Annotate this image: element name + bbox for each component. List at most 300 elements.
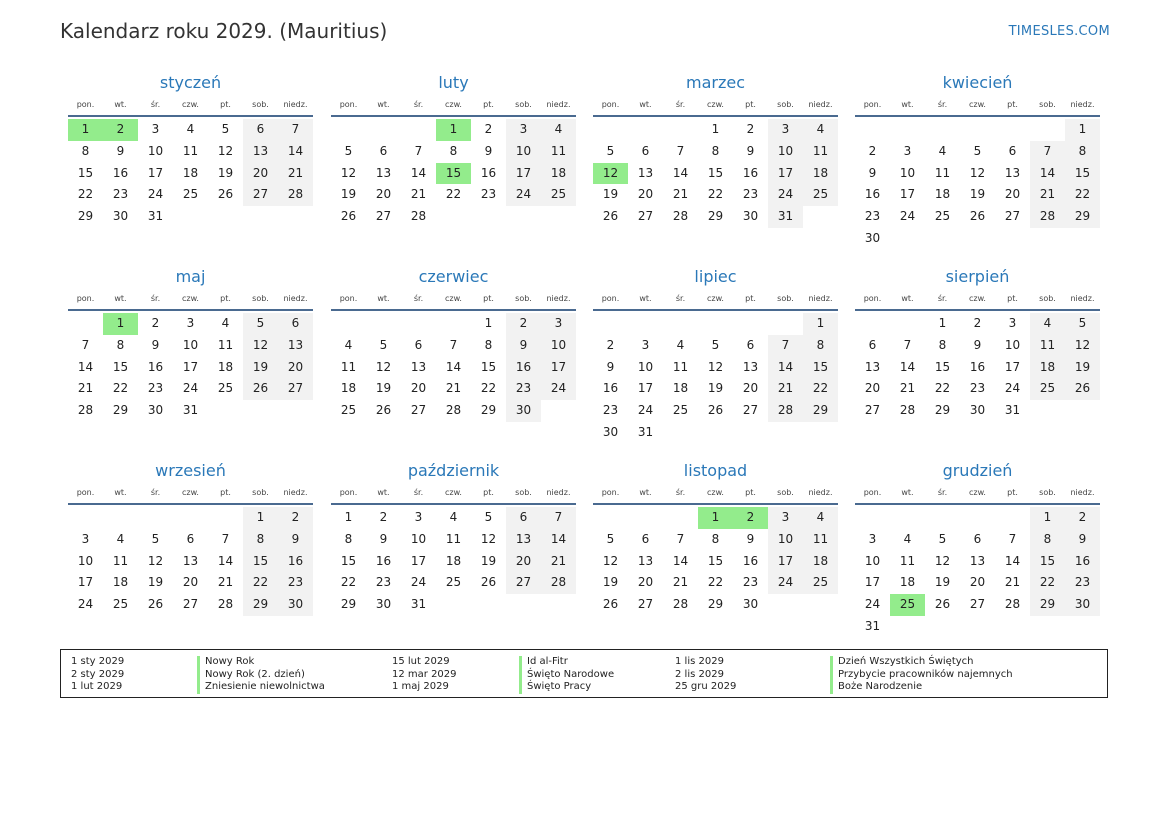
day-cell: 22 — [1030, 572, 1065, 594]
day-cell: 7 — [1008, 531, 1017, 546]
day-cell: 26 — [147, 597, 164, 612]
day-cell: 3 — [81, 531, 90, 546]
day-cell: 2 — [278, 507, 313, 529]
day-cell: 14 — [672, 165, 689, 180]
weekday-label: czw. — [969, 100, 986, 109]
weekday-label: niedz. — [808, 100, 833, 109]
day-cell: 27 — [969, 597, 986, 612]
day-cell: 22 — [340, 575, 357, 590]
weekday-label: wt. — [377, 100, 390, 109]
day-cell: 12 — [480, 531, 497, 546]
day-cell: 25 — [672, 403, 689, 418]
empty-day-cell — [890, 507, 925, 529]
empty-day-cell — [436, 313, 471, 335]
day-cell: 22 — [707, 187, 724, 202]
day-cell: 30 — [742, 597, 759, 612]
day-cell: 31 — [864, 618, 881, 633]
empty-day-cell — [593, 313, 628, 335]
holiday-day-cell: 25 — [890, 594, 925, 616]
day-cell: 16 — [147, 359, 164, 374]
day-cell: 30 — [375, 597, 392, 612]
day-cell: 26 — [707, 403, 724, 418]
day-cell: 11 — [112, 553, 129, 568]
day-cell: 28 — [1004, 597, 1021, 612]
day-cell: 22 — [803, 378, 838, 400]
empty-day-cell — [925, 119, 960, 141]
legend-date: 2 sty 2029 — [71, 668, 125, 680]
weekday-label: czw. — [182, 294, 199, 303]
day-cell: 31 — [1004, 403, 1021, 418]
weekday-label: czw. — [182, 488, 199, 497]
weekday-label: wt. — [114, 488, 127, 497]
day-cell: 25 — [340, 403, 357, 418]
day-cell: 2 — [484, 122, 493, 136]
day-cell: 15 — [480, 359, 497, 374]
weekday-label: pon. — [601, 294, 620, 303]
day-cell: 29 — [112, 403, 129, 418]
month-calendar — [593, 72, 838, 228]
day-cell: 28 — [672, 597, 689, 612]
month-name: luty — [438, 73, 469, 92]
day-cell: 17 — [410, 553, 427, 568]
day-grid — [331, 119, 576, 228]
day-cell: 13 — [506, 529, 541, 551]
day-cell: 5 — [973, 143, 982, 158]
day-cell: 24 — [410, 575, 427, 590]
day-cell: 19 — [969, 187, 986, 202]
day-cell: 1 — [711, 122, 720, 136]
day-cell: 7 — [676, 531, 685, 546]
empty-day-cell — [68, 313, 103, 335]
day-cell: 19 — [602, 575, 619, 590]
day-cell: 24 — [182, 381, 199, 396]
weekday-label: wt. — [377, 488, 390, 497]
day-cell: 29 — [77, 209, 94, 224]
day-cell: 16 — [742, 165, 759, 180]
day-cell: 9 — [278, 529, 313, 551]
legend-holiday-name: Nowy Rok — [205, 656, 255, 667]
holiday-day-cell: 1 — [68, 119, 103, 141]
day-cell: 10 — [541, 335, 576, 357]
day-cell: 11 — [672, 359, 689, 374]
site-link[interactable]: TIMESLES.COM — [1008, 24, 1110, 39]
day-cell: 2 — [506, 313, 541, 335]
empty-day-cell — [208, 507, 243, 529]
day-cell: 27 — [182, 597, 199, 612]
month-name: maj — [175, 267, 206, 286]
day-cell: 24 — [147, 187, 164, 202]
day-cell: 27 — [742, 403, 759, 418]
empty-day-cell — [628, 507, 663, 529]
day-cell: 24 — [77, 597, 94, 612]
day-cell: 7 — [676, 143, 685, 158]
day-cell: 21 — [1004, 575, 1021, 590]
empty-day-cell — [173, 507, 208, 529]
holiday-day-cell: 2 — [103, 119, 138, 141]
day-cell: 15 — [803, 357, 838, 379]
day-cell: 12 — [217, 143, 234, 158]
day-cell: 31 — [182, 403, 199, 418]
weekday-label: śr. — [413, 100, 424, 109]
day-cell: 2 — [151, 316, 160, 330]
day-cell: 3 — [641, 337, 650, 352]
day-cell: 15 — [1065, 163, 1100, 185]
empty-day-cell — [663, 313, 698, 335]
day-cell: 2 — [973, 316, 982, 330]
day-cell: 12 — [375, 359, 392, 374]
day-cell: 30 — [864, 230, 881, 245]
day-cell: 4 — [676, 337, 685, 352]
day-cell: 19 — [707, 381, 724, 396]
empty-day-cell — [138, 507, 173, 529]
day-cell: 23 — [278, 572, 313, 594]
day-cell: 27 — [375, 209, 392, 224]
day-cell: 11 — [803, 141, 838, 163]
day-cell: 20 — [375, 187, 392, 202]
day-cell: 22 — [934, 381, 951, 396]
day-cell: 12 — [147, 553, 164, 568]
empty-day-cell — [855, 119, 890, 141]
day-cell: 8 — [1065, 141, 1100, 163]
day-cell: 21 — [768, 378, 803, 400]
weekday-label: niedz. — [283, 294, 308, 303]
month-name: sierpień — [945, 267, 1010, 286]
day-cell: 5 — [606, 143, 615, 158]
day-cell: 10 — [899, 165, 916, 180]
weekday-label: pt. — [483, 294, 494, 303]
legend-holiday-name: Zniesienie niewolnictwa — [205, 681, 325, 692]
day-cell: 18 — [182, 165, 199, 180]
month-calendar — [855, 72, 1100, 250]
day-cell: 1 — [243, 507, 278, 529]
day-cell: 18 — [340, 381, 357, 396]
day-cell: 1 — [1030, 507, 1065, 529]
weekday-label: wt. — [901, 294, 914, 303]
day-cell: 3 — [186, 316, 195, 330]
day-cell: 18 — [803, 163, 838, 185]
day-cell: 3 — [1008, 316, 1017, 330]
day-cell: 4 — [803, 507, 838, 529]
weekday-header — [68, 97, 313, 117]
day-cell: 5 — [711, 337, 720, 352]
weekday-label: czw. — [969, 294, 986, 303]
day-cell: 3 — [151, 122, 160, 136]
legend-date: 2 lis 2029 — [675, 668, 724, 680]
weekday-label: sob. — [777, 488, 794, 497]
empty-day-cell — [593, 507, 628, 529]
month-calendar — [68, 72, 313, 228]
legend-date: 1 sty 2029 — [71, 656, 125, 667]
weekday-label: sob. — [252, 100, 269, 109]
day-cell: 25 — [445, 575, 462, 590]
weekday-label: śr. — [675, 100, 686, 109]
day-cell: 14 — [672, 553, 689, 568]
weekday-header — [855, 291, 1100, 311]
weekday-label: niedz. — [808, 488, 833, 497]
day-cell: 11 — [803, 529, 838, 551]
day-cell: 23 — [742, 187, 759, 202]
day-cell: 23 — [742, 575, 759, 590]
day-cell: 25 — [217, 381, 234, 396]
weekday-label: śr. — [413, 294, 424, 303]
day-cell: 17 — [147, 165, 164, 180]
day-cell: 14 — [217, 553, 234, 568]
day-cell: 28 — [410, 209, 427, 224]
day-cell: 17 — [637, 381, 654, 396]
holiday-day-cell: 1 — [103, 313, 138, 335]
weekday-label: pt. — [483, 488, 494, 497]
empty-day-cell — [401, 313, 436, 335]
weekday-label: czw. — [445, 100, 462, 109]
day-cell: 14 — [899, 359, 916, 374]
day-cell: 11 — [934, 165, 951, 180]
weekday-header — [855, 97, 1100, 117]
day-cell: 6 — [278, 313, 313, 335]
weekday-label: niedz. — [283, 100, 308, 109]
day-cell: 24 — [864, 597, 881, 612]
day-cell: 18 — [541, 163, 576, 185]
day-cell: 18 — [1030, 357, 1065, 379]
day-cell: 18 — [899, 575, 916, 590]
weekday-label: niedz. — [546, 100, 571, 109]
day-cell: 26 — [480, 575, 497, 590]
day-cell: 8 — [803, 335, 838, 357]
day-cell: 15 — [243, 551, 278, 573]
weekday-label: pt. — [1007, 488, 1018, 497]
holiday-day-cell: 1 — [436, 119, 471, 141]
day-cell: 7 — [278, 119, 313, 141]
month-calendar — [855, 266, 1100, 422]
day-cell: 18 — [934, 187, 951, 202]
day-cell: 12 — [243, 335, 278, 357]
day-cell: 19 — [243, 357, 278, 379]
weekday-header — [331, 291, 576, 311]
day-cell: 12 — [707, 359, 724, 374]
day-grid — [593, 507, 838, 616]
day-cell: 20 — [243, 163, 278, 185]
weekday-label: pt. — [745, 488, 756, 497]
day-cell: 5 — [379, 337, 388, 352]
day-cell: 8 — [938, 337, 947, 352]
day-cell: 21 — [899, 381, 916, 396]
day-cell: 13 — [742, 359, 759, 374]
month-name: listopad — [683, 461, 748, 480]
day-cell: 30 — [112, 209, 129, 224]
month-calendar — [855, 460, 1100, 638]
weekday-label: niedz. — [1070, 488, 1095, 497]
weekday-label: pon. — [863, 294, 882, 303]
day-cell: 26 — [243, 378, 278, 400]
weekday-label: niedz. — [1070, 294, 1095, 303]
day-cell: 14 — [278, 141, 313, 163]
day-cell: 4 — [803, 119, 838, 141]
day-cell: 19 — [375, 381, 392, 396]
day-cell: 31 — [637, 424, 654, 439]
day-cell: 5 — [344, 143, 353, 158]
day-cell: 25 — [182, 187, 199, 202]
month-calendar — [593, 460, 838, 616]
weekday-label: wt. — [639, 100, 652, 109]
weekday-label: śr. — [413, 488, 424, 497]
day-cell: 4 — [903, 531, 912, 546]
day-cell: 27 — [637, 597, 654, 612]
day-cell: 20 — [864, 381, 881, 396]
day-cell: 8 — [1030, 529, 1065, 551]
day-cell: 26 — [602, 209, 619, 224]
empty-day-cell — [593, 119, 628, 141]
weekday-label: pon. — [863, 100, 882, 109]
day-cell: 29 — [243, 594, 278, 616]
day-cell: 13 — [278, 335, 313, 357]
day-cell: 15 — [1030, 551, 1065, 573]
day-cell: 18 — [445, 553, 462, 568]
day-cell: 18 — [217, 359, 234, 374]
day-cell: 21 — [541, 551, 576, 573]
day-grid — [855, 507, 1100, 638]
legend-holiday-name: Dzień Wszystkich Świętych — [838, 656, 974, 667]
weekday-label: śr. — [150, 100, 161, 109]
empty-day-cell — [628, 119, 663, 141]
weekday-label: sob. — [515, 488, 532, 497]
day-cell: 7 — [221, 531, 230, 546]
day-cell: 5 — [484, 510, 493, 524]
day-cell: 8 — [711, 531, 720, 546]
day-cell: 23 — [375, 575, 392, 590]
day-cell: 9 — [151, 337, 160, 352]
day-cell: 2 — [746, 122, 755, 136]
weekday-label: niedz. — [546, 294, 571, 303]
day-cell: 14 — [77, 359, 94, 374]
legend-names-2 — [519, 656, 614, 694]
day-cell: 26 — [1065, 378, 1100, 400]
day-cell: 10 — [768, 529, 803, 551]
weekday-label: czw. — [707, 100, 724, 109]
legend-date: 12 mar 2029 — [392, 668, 457, 680]
day-cell: 10 — [864, 553, 881, 568]
day-cell: 6 — [641, 531, 650, 546]
day-cell: 18 — [112, 575, 129, 590]
day-cell: 11 — [541, 141, 576, 163]
day-cell: 15 — [934, 359, 951, 374]
day-cell: 23 — [112, 187, 129, 202]
day-cell: 11 — [182, 143, 199, 158]
weekday-label: pon. — [863, 488, 882, 497]
empty-day-cell — [698, 313, 733, 335]
weekday-label: czw. — [182, 100, 199, 109]
day-cell: 29 — [480, 403, 497, 418]
day-cell: 1 — [938, 316, 947, 330]
day-cell: 9 — [746, 531, 755, 546]
day-cell: 6 — [414, 337, 423, 352]
day-cell: 28 — [541, 572, 576, 594]
day-cell: 21 — [77, 381, 94, 396]
weekday-label: pt. — [1007, 294, 1018, 303]
day-cell: 5 — [1065, 313, 1100, 335]
day-cell: 8 — [116, 337, 125, 352]
day-cell: 4 — [116, 531, 125, 546]
day-cell: 8 — [344, 531, 353, 546]
day-cell: 6 — [506, 507, 541, 529]
day-cell: 26 — [969, 209, 986, 224]
holiday-legend — [60, 649, 1108, 698]
day-cell: 16 — [742, 553, 759, 568]
weekday-label: śr. — [150, 294, 161, 303]
day-cell: 26 — [602, 597, 619, 612]
day-cell: 7 — [81, 337, 90, 352]
month-name: wrzesień — [155, 461, 226, 480]
day-cell: 19 — [1065, 357, 1100, 379]
day-cell: 21 — [217, 575, 234, 590]
legend-names-1 — [197, 656, 325, 694]
day-cell: 11 — [445, 531, 462, 546]
weekday-header — [593, 291, 838, 311]
day-cell: 19 — [217, 165, 234, 180]
day-cell: 25 — [803, 572, 838, 594]
weekday-label: sob. — [777, 100, 794, 109]
day-cell: 10 — [1004, 337, 1021, 352]
day-cell: 7 — [903, 337, 912, 352]
day-grid — [331, 313, 576, 422]
month-name: lipiec — [694, 267, 737, 286]
weekday-label: śr. — [150, 488, 161, 497]
legend-holiday-name: Boże Narodzenie — [838, 681, 923, 692]
day-cell: 11 — [340, 359, 357, 374]
day-cell: 13 — [637, 553, 654, 568]
day-cell: 13 — [1004, 165, 1021, 180]
day-cell: 22 — [243, 572, 278, 594]
day-cell: 28 — [278, 184, 313, 206]
empty-day-cell — [366, 119, 401, 141]
day-cell: 20 — [278, 357, 313, 379]
day-cell: 5 — [243, 313, 278, 335]
weekday-label: pt. — [220, 294, 231, 303]
day-grid — [855, 313, 1100, 422]
day-cell: 25 — [112, 597, 129, 612]
day-cell: 29 — [1065, 206, 1100, 228]
weekday-label: pon. — [76, 488, 95, 497]
day-cell: 18 — [803, 551, 838, 573]
day-cell: 17 — [541, 357, 576, 379]
day-cell: 9 — [506, 335, 541, 357]
day-cell: 16 — [1065, 551, 1100, 573]
day-cell: 28 — [672, 209, 689, 224]
month-name: październik — [407, 461, 500, 480]
day-cell: 9 — [1065, 529, 1100, 551]
day-cell: 29 — [803, 400, 838, 422]
day-cell: 29 — [707, 597, 724, 612]
day-cell: 25 — [541, 184, 576, 206]
weekday-label: śr. — [675, 488, 686, 497]
day-cell: 29 — [340, 597, 357, 612]
day-cell: 20 — [637, 187, 654, 202]
weekday-label: śr. — [937, 488, 948, 497]
empty-day-cell — [925, 507, 960, 529]
weekday-label: sob. — [252, 488, 269, 497]
empty-day-cell — [663, 507, 698, 529]
weekday-label: sob. — [515, 100, 532, 109]
day-cell: 15 — [707, 165, 724, 180]
legend-holiday-name: Święto Pracy — [527, 681, 592, 692]
day-cell: 19 — [602, 187, 619, 202]
day-cell: 15 — [77, 165, 94, 180]
day-cell: 28 — [768, 400, 803, 422]
day-cell: 10 — [77, 553, 94, 568]
weekday-label: śr. — [675, 294, 686, 303]
day-cell: 4 — [938, 143, 947, 158]
day-cell: 1 — [484, 316, 493, 330]
day-cell: 20 — [637, 575, 654, 590]
day-cell: 3 — [541, 313, 576, 335]
